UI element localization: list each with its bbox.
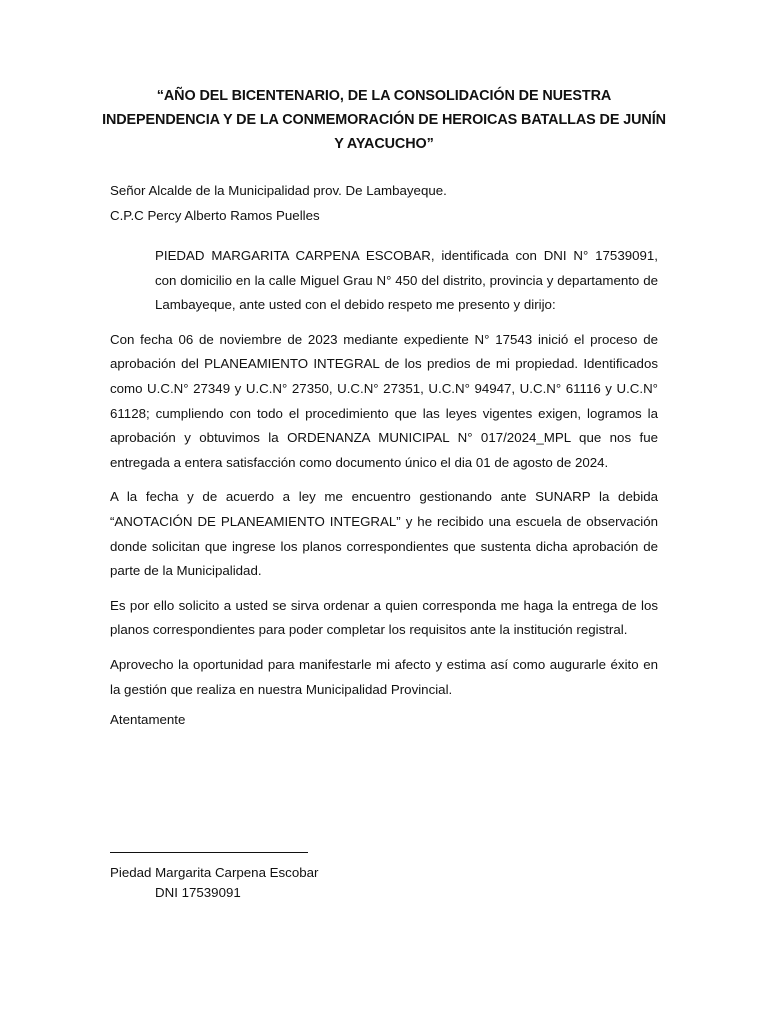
signature-block — [110, 852, 318, 903]
addressee-block — [110, 182, 658, 224]
paragraph-2: A la fecha y de acuerdo a ley me encuentro gestionando ante SUNARP la debida “ANOTACIÓN DE PLANEAMIENTO INTEGRAL” y he recibido una escuela de observación donde solicitan que ingrese los planos correspondientes que sustenta dicha aprobación de parte de la Municipalidad. — [110, 489, 658, 579]
closing-text: Atentamente — [110, 712, 186, 728]
signature-line — [110, 852, 308, 863]
signature-name: Piedad Margarita Carpena Escobar — [110, 865, 319, 880]
paragraph-1: Con fecha 06 de noviembre de 2023 mediante expediente N° 17543 inició el proceso de aprobación del PLANEAMIENTO INTEGRAL de los predios de mi propiedad. Identificados como U.C.N° 27349 y U.C.N° 27350, U.C.N° 27351, U.C.N° 94947, U.C.N° 61116 y U.C.N° 61128; cumpliendo con todo el procedimiento que las leyes vigentes exigen, logramos la aprobación y obtuvimos la ORDENANZA MUNICIPAL N° 017/2024_MPL que nos fue entregada a entera satisfacción como documento único el dia 01 de agosto de 2024. — [110, 331, 658, 470]
signature-dni: DNI 17539091 — [155, 885, 241, 900]
document-title: “AÑO DEL BICENTENARIO, DE LA CONSOLIDACIÓN DE NUESTRA INDEPENDENCIA Y DE LA CONMEMORACIÓN DE HEROICAS BATALLAS DE JUNÍN Y AYACUCHO” — [102, 88, 666, 152]
paragraph-4: Aprovecho la oportunidad para manifestarle mi afecto y estima así como augurarle éxito en la gestión que realiza en nuestra Municipalidad Provincial. — [110, 656, 658, 697]
paragraph-3: Es por ello solicito a usted se sirva ordenar a quien corresponda me haga la entrega de los planos correspondientes para poder completar los requisitos ante la institución registral. — [110, 597, 658, 638]
addressee-line-1: Señor Alcalde de la Municipalidad prov. De Lambayeque. — [110, 183, 447, 198]
letter-body — [102, 84, 666, 728]
addressee-line-2: C.P.C Percy Alberto Ramos Puelles — [110, 208, 320, 223]
intro-paragraph: PIEDAD MARGARITA CARPENA ESCOBAR, identificada con DNI N° 17539091, con domicilio en la calle Miguel Grau N° 450 del distrito, provincia y departamento de Lambayeque, ante usted con el debido respeto me presento y dirijo: — [155, 248, 658, 313]
